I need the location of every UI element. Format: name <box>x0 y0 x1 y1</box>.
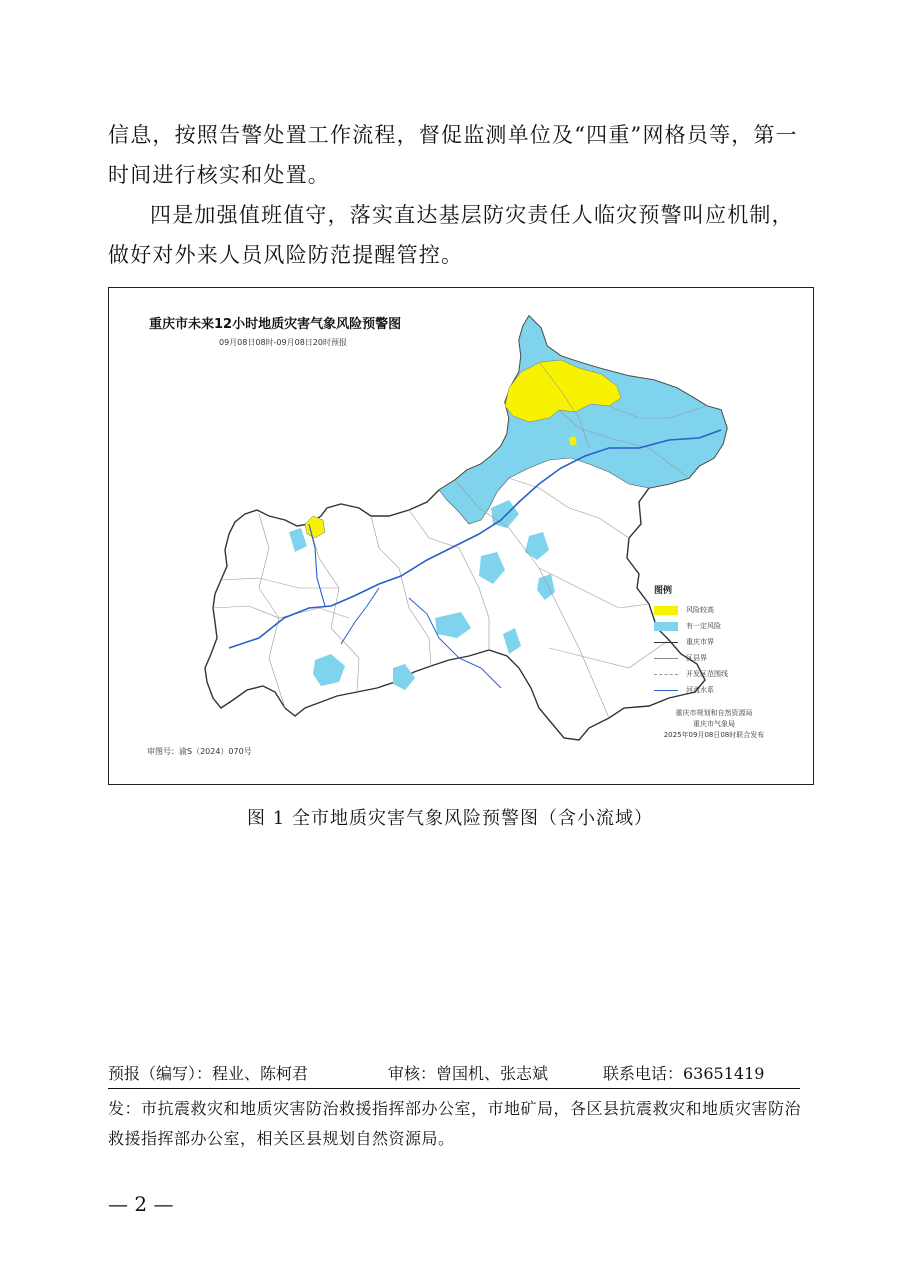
forecaster: 预报（编写）：程业、陈柯君 <box>108 1064 309 1083</box>
body-paragraph-1: 信息，按照告警处置工作流程，督促监测单位及“四重”网格员等，第一时间进行核实和处置。 <box>108 123 798 187</box>
map-subtitle: 09月08日08时-09月08日20时预报 <box>219 338 347 347</box>
publisher-line: 重庆市规划和自然资源局 <box>675 709 753 717</box>
distribution-list: 发：市抗震救灾和地质灾害防治救援指挥部办公室，市地矿局，各区县抗震救灾和地质灾害防治救援指挥部办公室，相关区县规划自然资源局。 <box>108 1099 802 1148</box>
legend-line <box>654 658 678 659</box>
legend-item-high-risk <box>654 602 774 618</box>
map-approval-number: 审图号：渝S（2024）070号 <box>147 747 252 756</box>
legend-label: 开发区范围线 <box>686 670 728 678</box>
legend-label: 重庆市界 <box>686 638 714 646</box>
map-publisher <box>639 708 789 741</box>
page-number: — 2 — <box>108 1192 174 1216</box>
legend-item-dev-zone <box>654 666 774 682</box>
body-paragraph-2: 四是加强值班值守，落实直达基层防灾责任人临灾预警叫应机制，做好对外来人员风险防范提醒管控。 <box>108 203 794 267</box>
publisher-line: 2025年09月08日08时联合发布 <box>663 731 765 739</box>
legend-label: 风险较高 <box>686 606 714 614</box>
legend-line <box>654 642 678 643</box>
map-legend <box>654 583 774 698</box>
legend-item-district-boundary <box>654 650 774 666</box>
legend-label: 河流水系 <box>686 686 714 694</box>
legend-line <box>654 690 678 691</box>
legend-item-city-boundary <box>654 634 774 650</box>
legend-item-river <box>654 682 774 698</box>
contact-phone: 联系电话：63651419 <box>603 1064 765 1083</box>
legend-swatch <box>654 606 678 615</box>
figure-caption: 图 1 全市地质灾害气象风险预警图（含小流域） <box>247 808 653 829</box>
legend-title: 图例 <box>654 586 673 596</box>
publisher-line: 重庆市气象局 <box>693 720 735 728</box>
map-title: 重庆市未来12小时地质灾害气象风险预警图 <box>149 317 402 332</box>
legend-item-some-risk <box>654 618 774 634</box>
legend-line <box>654 674 678 675</box>
legend-swatch <box>654 622 678 631</box>
reviewer: 审核：曾国机、张志斌 <box>388 1064 549 1083</box>
legend-label: 有一定风险 <box>686 622 721 630</box>
risk-map-figure <box>108 287 814 785</box>
forecast-credits <box>108 1060 800 1089</box>
legend-label: 区县界 <box>686 654 707 662</box>
